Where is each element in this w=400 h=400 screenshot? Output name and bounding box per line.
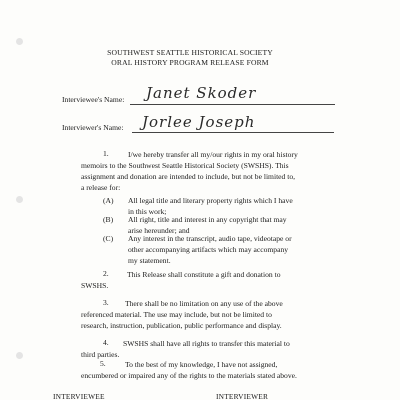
- interviewer-name-line: [132, 132, 334, 133]
- interviewee-signature-label: INTERVIEWEE: [53, 392, 105, 400]
- clause-2-number: 2.: [103, 269, 109, 278]
- clause-3-line: research, instruction, publication, public performance and display.: [81, 321, 282, 330]
- interviewer-signature-label: INTERVIEWER: [216, 392, 269, 400]
- binder-hole: [16, 352, 23, 359]
- clause-1-line: I/we hereby transfer all my/our rights in my oral history: [128, 150, 298, 159]
- item-b-line: arise hereunder; and: [128, 226, 190, 235]
- clause-3-line: referenced material. The use may include, but not be limited to: [81, 310, 272, 319]
- clause-1-line: memoirs to the Southwest Seattle Historical Society (SWSHS). This: [81, 161, 289, 170]
- interviewee-name-handwritten[interactable]: Janet Skoder: [146, 84, 257, 102]
- item-c-line: my statement.: [128, 256, 171, 265]
- form-title-line-2: ORAL HISTORY PROGRAM RELEASE FORM: [111, 58, 269, 67]
- clause-4-number: 4.: [103, 338, 109, 347]
- interviewer-label: Interviewer's Name:: [62, 123, 124, 132]
- item-a-label: (A): [103, 196, 114, 205]
- form-title-line-1: SOUTHWEST SEATTLE HISTORICAL SOCIETY: [107, 48, 273, 57]
- clause-5-number: 5.: [100, 359, 106, 368]
- clause-3-line: There shall be no limitation on any use of the above: [125, 299, 283, 308]
- item-b-line: All right, title and interest in any copyright that may: [128, 215, 287, 224]
- interviewee-name-line: [130, 104, 335, 105]
- clause-1-number: 1.: [103, 149, 109, 158]
- item-c-line: Any interest in the transcript, audio tape, videotape or: [128, 234, 292, 243]
- interviewee-label: Interviewee's Name:: [62, 95, 125, 104]
- binder-hole: [16, 38, 23, 45]
- item-c-label: (C): [103, 234, 114, 243]
- interviewer-name-handwritten[interactable]: Jorlee Joseph: [142, 113, 256, 131]
- clause-4-line: SWSHS shall have all rights to transfer this material to: [123, 339, 290, 348]
- clause-4-line: third parties.: [81, 350, 120, 359]
- clause-2-line: This Release shall constitute a gift and donation to: [127, 270, 281, 279]
- clause-5-line: encumbered or impaired any of the rights to the materials stated above.: [81, 371, 297, 380]
- item-a-line: in this work;: [128, 207, 167, 216]
- clause-1-line: a release for:: [81, 183, 121, 192]
- item-a-line: All legal title and literary property rights which I have: [128, 196, 293, 205]
- binder-hole: [16, 196, 23, 203]
- clause-5-line: To the best of my knowledge, I have not assigned,: [125, 360, 278, 369]
- clause-1-line: assignment and donation are intended to include, but not be limited to,: [81, 172, 296, 181]
- clause-3-number: 3.: [103, 298, 109, 307]
- item-c-line: other accompanying artifacts which may accompany: [128, 245, 289, 254]
- item-b-label: (B): [103, 215, 114, 224]
- clause-2-line: SWSHS.: [81, 281, 109, 290]
